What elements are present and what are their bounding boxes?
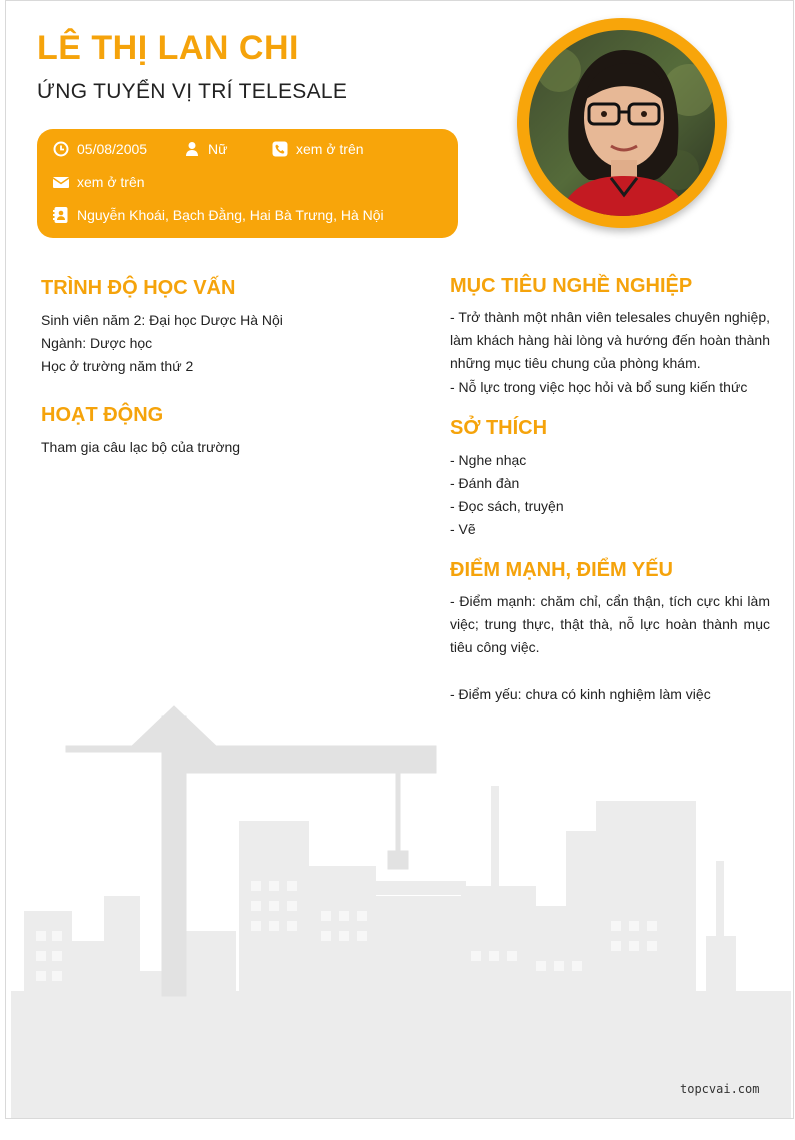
hobby-item: - Đánh đàn	[450, 475, 520, 491]
birthday-item	[53, 141, 147, 157]
email-value: xem ở trên	[77, 174, 145, 190]
profile-photo-frame	[517, 18, 727, 228]
contact-info-box	[37, 129, 458, 238]
hobby-item: - Nghe nhạc	[450, 452, 527, 468]
clock-icon	[53, 141, 69, 157]
user-icon	[184, 141, 200, 157]
education-line: Học ở trường năm thứ 2	[41, 358, 194, 374]
career-objective-text: - Trở thành một nhân viên telesales chuyên nghiệp, làm khách hàng hài lòng và hướng đến hoàn thành những mục tiêu chung của phòng khám.	[450, 309, 770, 371]
hobbies-title: SỞ THÍCH	[450, 417, 548, 439]
email-item	[53, 174, 145, 190]
address-card-icon	[53, 207, 69, 223]
gender-value: Nữ	[208, 141, 228, 157]
hobby-item: - Vẽ	[450, 521, 476, 537]
applied-position: ỨNG TUYỂN VỊ TRÍ TELESALE	[37, 80, 348, 103]
phone-icon	[272, 141, 288, 157]
strengths-weaknesses-title: ĐIỂM MẠNH, ĐIỂM YẾU	[450, 559, 673, 581]
education-title: TRÌNH ĐỘ HỌC VẤN	[41, 277, 236, 299]
address-item	[53, 207, 384, 223]
envelope-icon	[53, 174, 69, 190]
city-skyline-background	[6, 691, 794, 1119]
phone-item	[272, 141, 364, 157]
hobby-item: - Đọc sách, truyện	[450, 498, 564, 514]
address-value: Nguyễn Khoái, Bạch Đằng, Hai Bà Trưng, Hà Nội	[77, 207, 384, 223]
education-line: Ngành: Dược học	[41, 335, 153, 351]
gender-item	[184, 141, 227, 157]
profile-photo	[529, 30, 715, 216]
birthday-value: 05/08/2005	[77, 141, 148, 157]
career-objective-title: MỤC TIÊU NGHỀ NGHIỆP	[450, 275, 693, 297]
activity-line: Tham gia câu lạc bộ của trường	[41, 439, 241, 455]
strengths-text: - Điểm mạnh: chăm chỉ, cẩn thận, tích cực khi làm việc; trung thực, thật thà, nỗ lực hoàn thành mục tiêu công việc.	[450, 593, 770, 655]
watermark: topcvai.com	[680, 1082, 760, 1096]
phone-value: xem ở trên	[296, 141, 364, 157]
cv-page	[5, 0, 794, 1119]
candidate-name: LÊ THỊ LAN CHI	[37, 29, 299, 67]
activities-title: HOẠT ĐỘNG	[41, 404, 164, 426]
education-line: Sinh viên năm 2: Đại học Dược Hà Nội	[41, 312, 283, 328]
weaknesses-text: - Điểm yếu: chưa có kinh nghiệm làm việc	[450, 686, 711, 702]
career-objective-line: - Nỗ lực trong việc học hỏi và bổ sung kiến thức	[450, 379, 748, 395]
